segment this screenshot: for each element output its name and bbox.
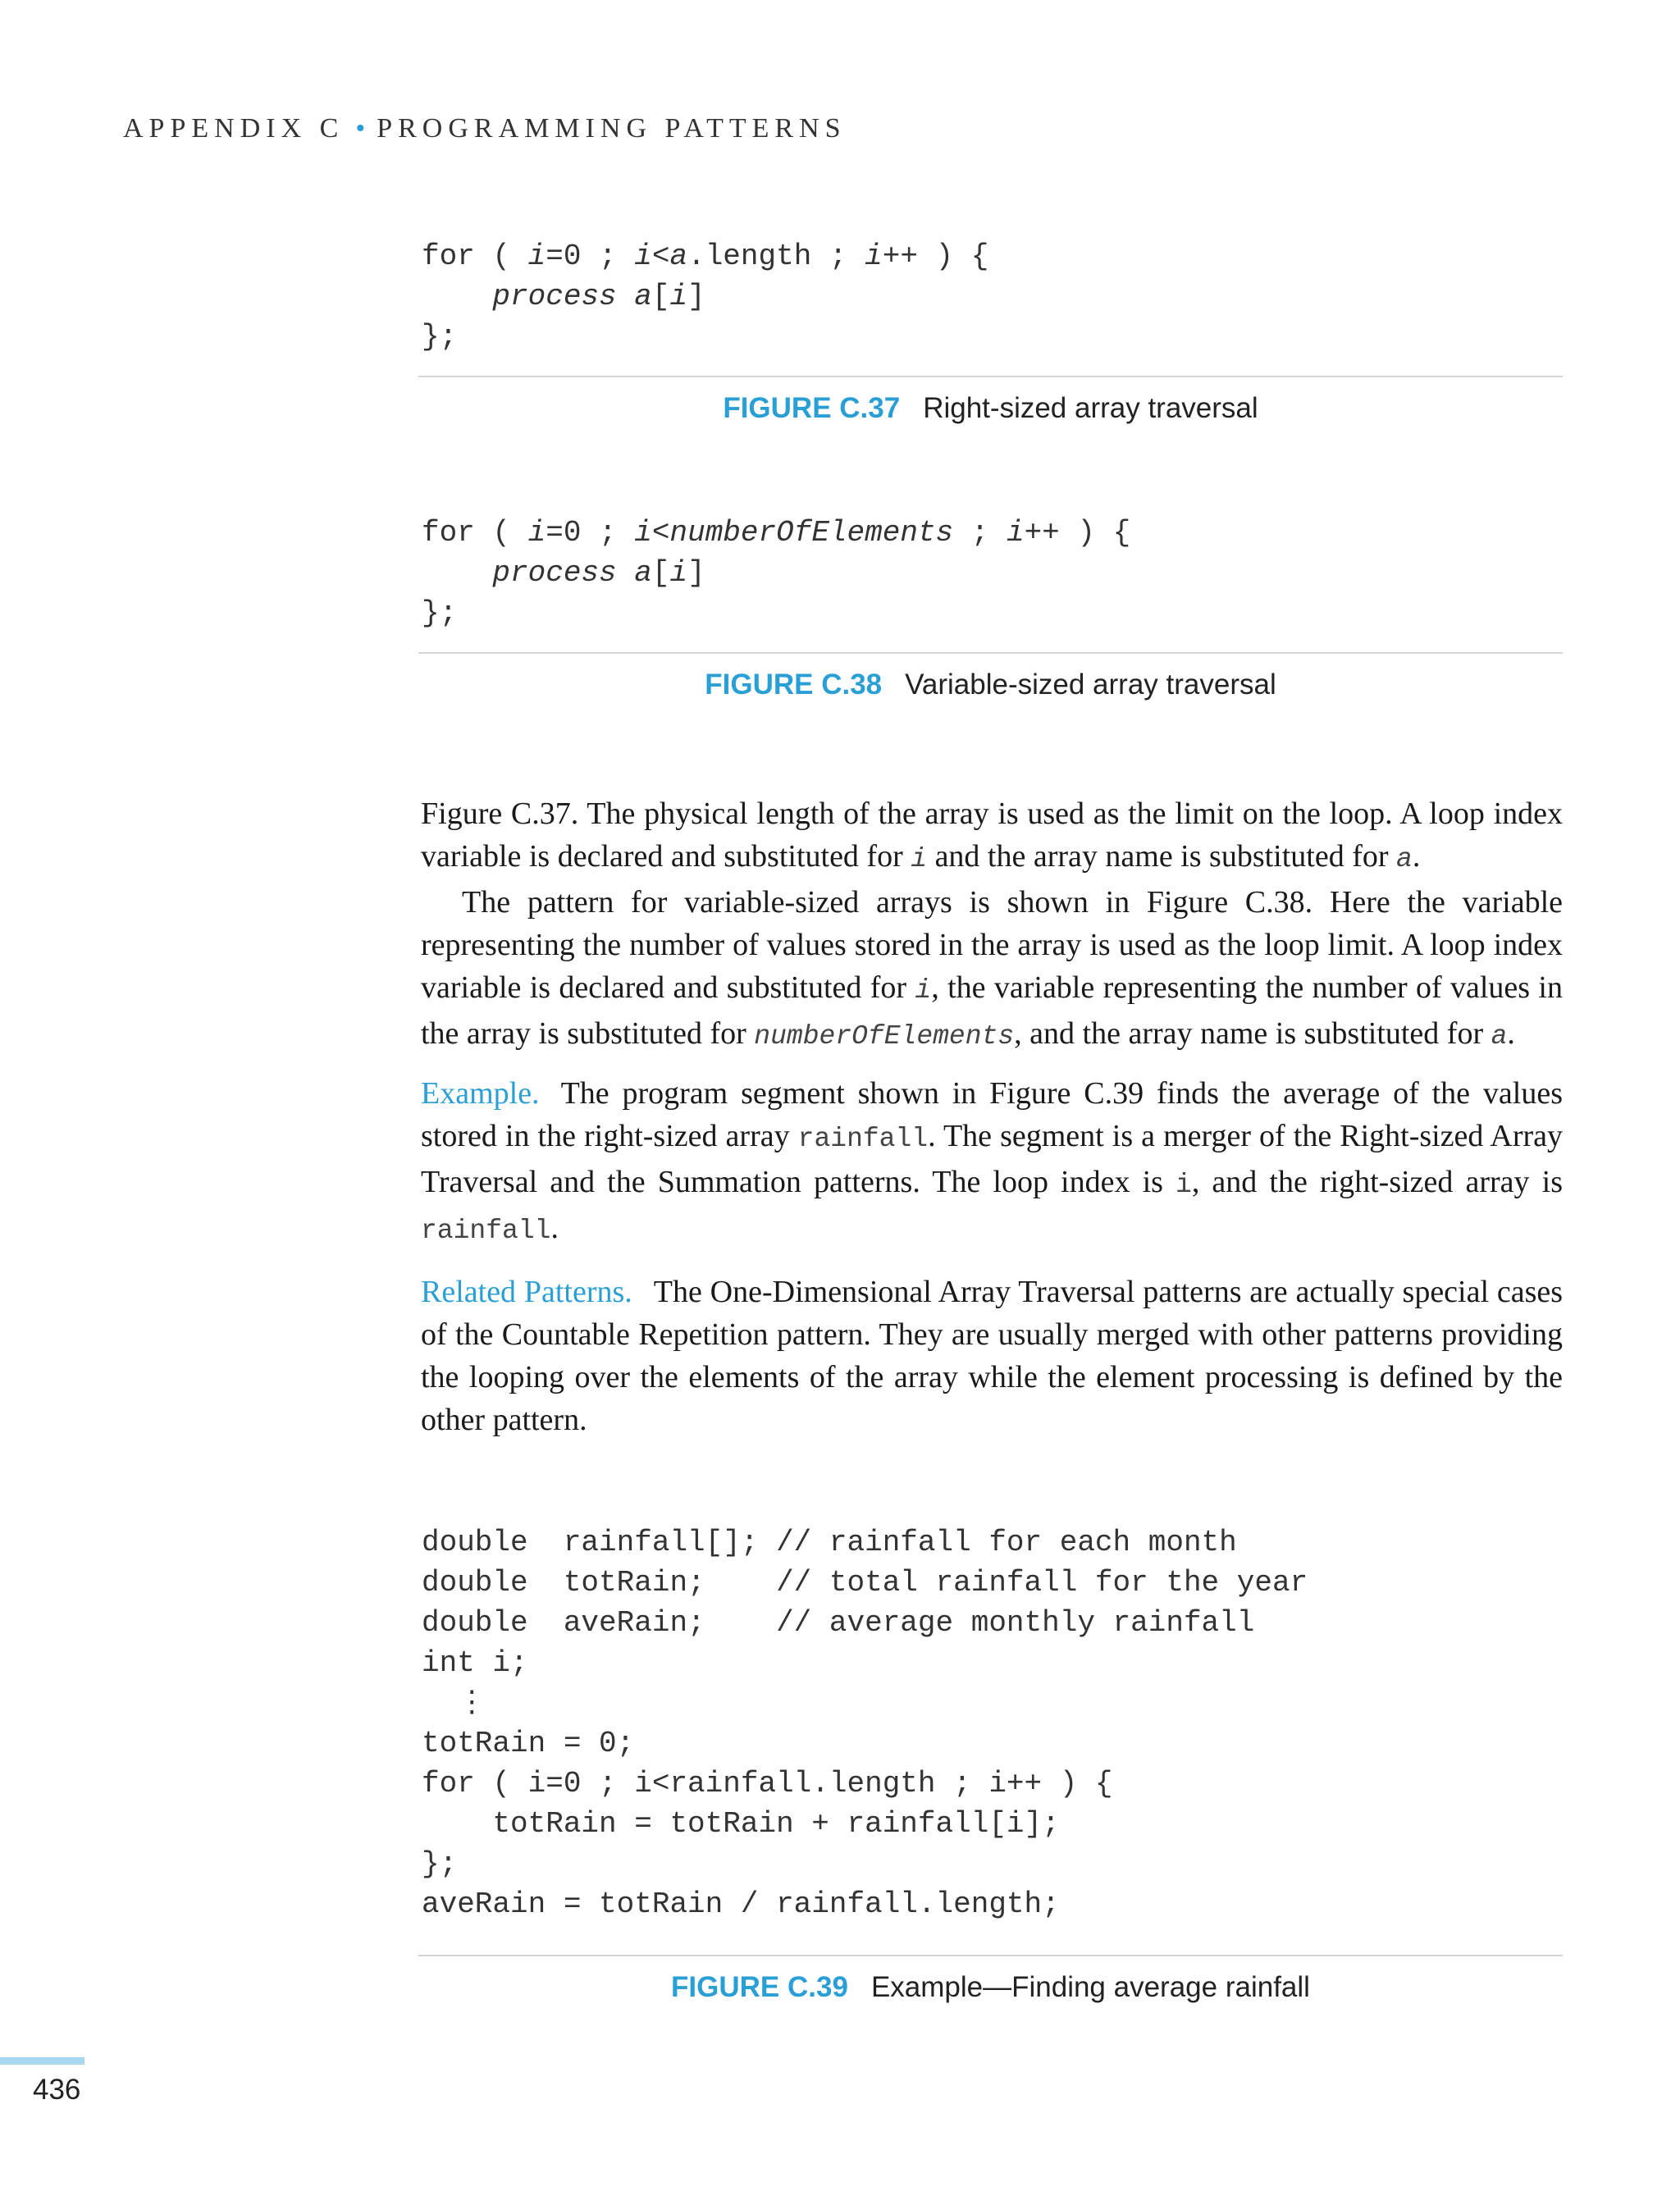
figure-c38-caption [418, 669, 1563, 701]
figure-c37-code [422, 236, 988, 357]
figure-c37-title: Right-sized array traversal [923, 392, 1258, 424]
code-line: }; [422, 320, 458, 354]
figure-c37-caption [418, 392, 1563, 425]
figure-c38-divider [418, 652, 1563, 654]
running-head-separator: • [355, 113, 366, 144]
code-line: }; [422, 1847, 458, 1881]
figure-c39-divider [418, 1955, 1563, 1956]
figure-c39-label: FIGURE C.39 [671, 1971, 848, 2003]
paragraph: The pattern for variable-sized arrays is shown in Figure C.38. Here the variable representing the number of values stored in the array is used as the loop limit. A loop index variable is declared and substituted for i, the variable representing the number of values in the array is substituted for numberOfElements, and the array name is substituted for a. [421, 885, 1563, 1052]
code-line: totRain = totRain + rainfall[i]; [422, 1807, 1060, 1841]
example-paragraph: Example. The program segment shown in Figure C.39 finds the average of the values stored in the right-sized array rainfall. The segment is a merger of the Right-sized Array Traversal and the Summation patterns. The loop index is i, and the right-sized array is rainfall. [421, 1076, 1563, 1246]
related-patterns-heading: Related Patterns. [421, 1275, 632, 1309]
code-line: aveRain = totRain / rainfall.length; [422, 1887, 1060, 1921]
running-head [123, 113, 847, 144]
code-line: int i; [422, 1646, 528, 1680]
code-line: for ( i=0 ; i<rainfall.length ; i++ ) { [422, 1767, 1113, 1801]
paragraph: Figure C.37. The physical length of the array is used as the limit on the loop. A loop index variable is declared and substituted for i and the array name is substituted for a. [421, 796, 1563, 874]
code-line: process a[i] [492, 556, 705, 590]
figure-c39-title: Example—Finding average rainfall [870, 1971, 1310, 2003]
page-tab-marker [0, 2057, 84, 2065]
example-heading: Example. [421, 1076, 540, 1111]
code-line: for ( i=0 ; i<numberOfElements ; i++ ) { [422, 516, 1131, 550]
figure-c39-caption [418, 1971, 1563, 2004]
body-text [421, 792, 1563, 1058]
code-line: double totRain; // total rainfall for the year [422, 1566, 1308, 1600]
figure-c38-label: FIGURE C.38 [705, 669, 883, 701]
code-line: double aveRain; // average monthly rainfall [422, 1606, 1255, 1640]
code-line: for ( i=0 ; i<a.length ; i++ ) { [422, 240, 989, 273]
code-ellipsis: ⋮ [422, 1686, 487, 1720]
running-head-title: PROGRAMMING PATTERNS [377, 113, 847, 144]
code-line: totRain = 0; [422, 1727, 635, 1760]
figure-c37-divider [418, 376, 1563, 377]
figure-c39-code [422, 1522, 1308, 1924]
code-line: }; [422, 596, 458, 630]
code-line: process a[i] [492, 280, 705, 313]
figure-c38-code [422, 513, 1130, 633]
page-number: 436 [33, 2074, 81, 2106]
related-patterns-paragraph: Related Patterns. The One-Dimensional Array Traversal patterns are actually special cases of the Countable Repetition pattern. They are usually merged with other patterns providing the looping over the elements of the array while the element processing is defined by the other pattern. [421, 1275, 1564, 1437]
code-line: double rainfall[]; // rainfall for each month [422, 1526, 1237, 1559]
running-head-appendix: APPENDIX C [123, 113, 345, 144]
figure-c37-label: FIGURE C.37 [723, 392, 901, 424]
figure-c38-title: Variable-sized array traversal [905, 669, 1276, 701]
